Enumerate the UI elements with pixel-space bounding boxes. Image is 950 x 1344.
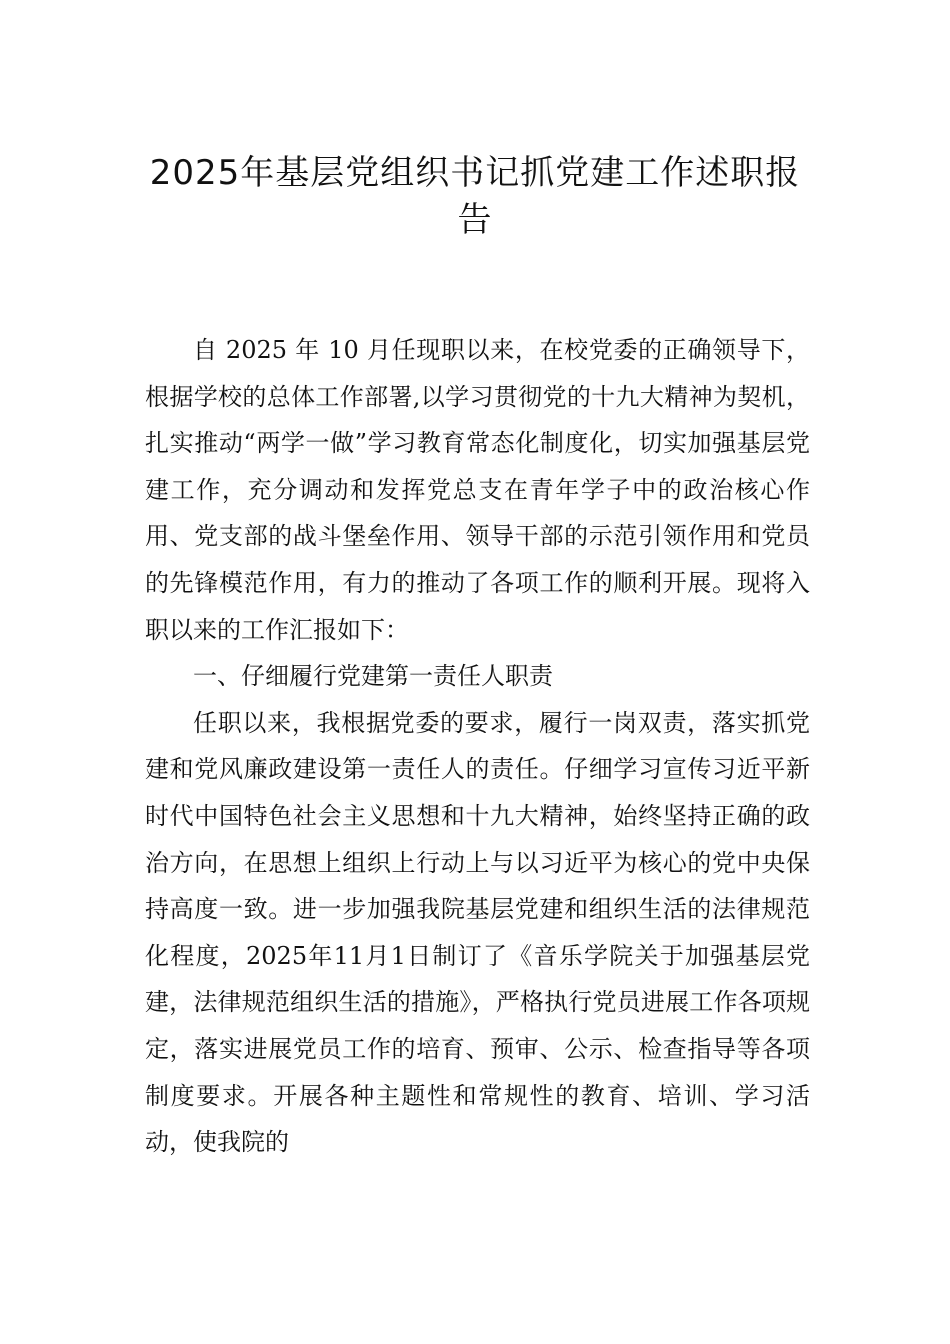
document-title: 2025年基层党组织书记抓党建工作述职报告 (149, 153, 801, 240)
document-body (145, 327, 810, 1166)
paragraph-intro: 自 2025 年 10 月任现职以来，在校党委的正确领导下，根据学校的总体工作部署,以学习贯彻党的十九大精神为契机，扎实推动“两学一做”学习教育常态化制度化，切实加强基层党建工作，充分调动和发挥党总支在青年学子中的政治核心作用、党支部的战斗堡垒作用、领导干部的示范引领作用和党员的先锋模范作用，有力的推动了各项工作的顺利开展。现将入职以来的工作汇报如下： (145, 336, 810, 644)
paragraph-section-1: 任职以来，我根据党委的要求，履行一岗双责，落实抓党建和党风廉政建设第一责任人的责任。仔细学习宣传习近平新时代中国特色社会主义思想和十九大精神，始终坚持正确的政治方向，在思想上组织上行动上与以习近平为核心的党中央保持高度一致。进一步加强我院基层党建和组织生活的法律规范化程度，2025年11月1日制订了《音乐学院关于加强基层党建，法律规范组织生活的措施》，严格执行党员进展工作各项规定，落实进展党员工作的培育、预审、公示、检查指导等各项制度要求。开展各种主题性和常规性的教育、培训、学习活动，使我院的 (145, 708, 810, 1157)
section-heading-1: 一、仔细履行党建第一责任人职责 (193, 662, 553, 691)
